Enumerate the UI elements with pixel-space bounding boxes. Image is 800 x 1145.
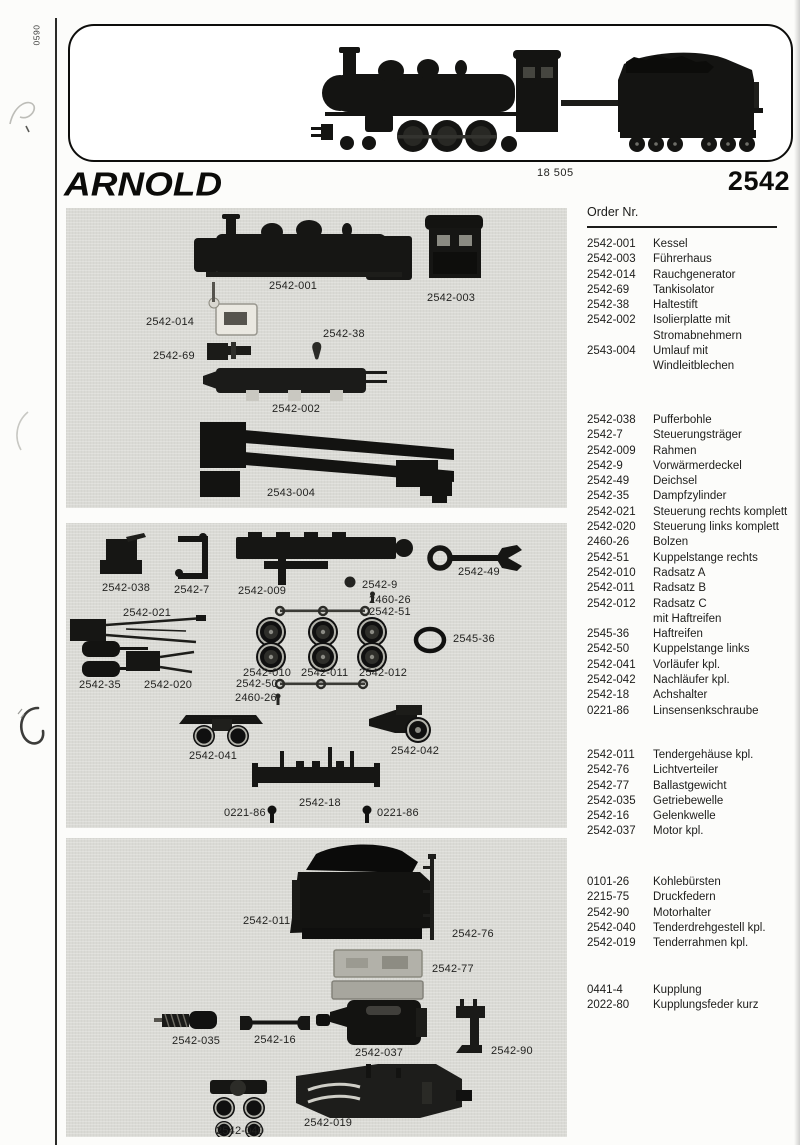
part-label: 2542-011 [301,667,349,679]
order-row [587,890,792,905]
order-item-number: 2542-002 [587,314,636,327]
part-vorlaeufer [179,715,263,747]
order-item-name: Vorwärmerdeckel [653,459,742,472]
part-label: 2542-035 [172,1035,221,1047]
order-item-name: Führerhaus [653,253,712,266]
part-label: 2542-69 [153,350,195,362]
part-rahmen [236,532,413,585]
order-item-name: Radsatz C mit Haftreifen [653,597,722,625]
order-row [587,809,792,824]
order-item-name: Lichtverteiler [653,764,719,777]
order-row [587,505,792,520]
order-group [587,748,792,840]
order-row [587,237,792,252]
part-label: 2542-90 [491,1045,533,1057]
part-label: 2542-011 [243,915,291,927]
order-item-number: 2542-020 [587,521,636,534]
order-group [587,875,792,951]
order-item-name: Steuerungsträger [653,429,742,442]
diagram-panel-boiler [66,208,567,508]
order-row [587,566,792,581]
part-label: 2542-001 [269,280,318,292]
order-item-name: Motor kpl. [653,825,704,838]
model-number: 2542 [727,166,790,196]
order-item-name: Getriebewelle [653,794,724,807]
order-row [587,489,792,504]
order-row [587,283,792,298]
margin-cut-line [55,18,57,1145]
part-kuppelstange-rechts [276,607,369,615]
order-item-name: Kohlebürsten [653,876,721,888]
part-fuehrerhaus [425,215,483,278]
order-row [587,459,792,474]
part-label: 2542-010 [243,667,292,679]
order-item-name: Bolzen [653,536,689,549]
part-label: 2542-041 [189,750,238,762]
order-item-number: 2542-041 [587,658,636,671]
order-row [587,642,792,657]
order-row [587,344,792,375]
order-row [587,535,792,550]
order-row [587,936,792,951]
part-label: 2542-020 [144,679,193,691]
order-list-divider [587,226,777,228]
order-row [587,428,792,443]
order-item-number: 2542-77 [587,779,630,792]
part-motorhalter [456,999,485,1053]
part-label: 2460-26 [235,692,277,704]
part-label: 2542-040 [216,1125,265,1137]
order-item-number: 2542-021 [587,505,636,518]
part-achshalter [252,747,380,787]
order-item-name: Steuerung rechts komplett [653,505,788,518]
part-gelenkwelle [240,1016,310,1030]
part-label: 2542-003 [427,292,476,304]
order-item-name: Tenderrahmen kpl. [653,937,749,950]
order-row [587,627,792,642]
order-item-name: Kuppelstange rechts [653,551,758,564]
order-item-name: Rauchgenerator [653,268,736,281]
order-row [587,252,792,267]
order-row [587,983,792,998]
order-row [587,268,792,283]
part-label: 2542-49 [458,566,500,578]
order-row [587,748,792,763]
part-tendergehaeuse [290,845,432,939]
order-row [587,581,792,596]
part-label: 2542-51 [369,606,411,618]
part-nachlaeufer [369,705,431,743]
order-item-number: 2542-16 [587,810,630,823]
order-row [587,413,792,428]
order-item-number: 2542-001 [587,238,636,250]
part-haltestift [312,342,321,360]
order-group [587,413,792,719]
brand-logo: ARNOLD [64,165,223,203]
order-row [587,658,792,673]
order-item-name: Kessel [653,238,688,250]
order-item-number: 2542-49 [587,475,630,488]
part-radsatz-b [308,617,338,672]
part-label: 2460-26 [369,594,411,606]
part-linsensenkschraube-left [268,806,277,824]
order-item-name: Radsatz B [653,582,707,595]
order-group [587,237,792,375]
order-row [587,921,792,936]
part-haftreifen [416,629,444,651]
margin-scribble-ring [12,700,48,754]
part-label: 2542-35 [79,679,121,691]
order-item-number: 0101-26 [587,876,630,888]
part-label: 0221-86 [224,807,266,819]
order-item-number: 2542-003 [587,253,636,266]
order-item-name: Rahmen [653,444,697,457]
order-item-number: 2542-35 [587,490,630,503]
part-tenderrahmen [296,1064,472,1118]
part-steuerungstraeger [175,533,207,577]
margin-scribble-top [6,92,40,136]
order-item-number: 2545-36 [587,628,630,641]
order-row [587,906,792,921]
order-row [587,998,792,1013]
part-isolierplatte [203,368,387,401]
scan-edge-shadow [794,0,800,1145]
order-item-number: 2542-9 [587,459,623,472]
part-label: 2542-009 [238,585,287,597]
part-tankisolator [207,342,251,360]
order-row [587,298,792,313]
order-item-name: Steuerung links komplett [653,521,779,534]
order-item-number: 2542-18 [587,689,630,702]
order-item-number: 0441-4 [587,984,623,996]
order-row [587,779,792,794]
part-label: 2542-014 [146,316,195,328]
part-umlauf [200,422,454,503]
order-item-name: Kuppelstange links [653,643,750,656]
order-item-number: 2215-75 [587,891,630,904]
part-getriebewelle [154,1011,217,1029]
order-row [587,704,792,719]
order-item-number: 2542-042 [587,674,636,687]
order-item-number: 2460-26 [587,536,630,549]
order-item-name: Kupplung [653,984,702,996]
order-item-number: 2542-50 [587,643,630,656]
order-row [587,520,792,535]
order-row [587,313,792,344]
part-label: 2542-38 [323,328,365,340]
order-row [587,875,792,890]
order-row [587,597,792,628]
panel1-parts-drawing [66,208,567,508]
order-item-number: 2542-76 [587,764,630,777]
order-item-number: 2542-011 [587,749,635,761]
order-item-name: Druckfedern [653,891,716,904]
edge-code: 0590 [31,24,42,46]
part-pufferbohle [100,533,146,574]
part-label: 2543-004 [267,487,316,499]
part-label: 2542-037 [355,1047,404,1059]
part-label: 0221-86 [377,807,419,819]
order-item-number: 2542-035 [587,794,636,807]
order-item-name: Kupplungsfeder kurz [653,999,759,1012]
order-item-number: 2542-019 [587,937,636,950]
part-rauchgenerator [209,282,257,335]
part-motor [316,1000,427,1045]
part-label: 2542-038 [102,582,151,594]
order-row [587,688,792,703]
order-row [587,763,792,778]
part-label: 2542-50 [236,678,278,690]
order-item-name: Gelenkwelle [653,810,716,823]
order-item-number: 0221-86 [587,704,630,717]
order-item-name: Linsensenkschraube [653,704,759,717]
order-item-name: Achshalter [653,689,708,702]
order-list [587,0,792,1145]
part-label: 2542-18 [299,797,341,809]
order-item-name: Tankisolator [653,283,715,296]
diagram-panel-tender [66,838,567,1137]
order-row [587,673,792,688]
order-item-name: Isolierplatte mit Stromabnehmern [653,314,742,342]
order-item-number: 2542-038 [587,414,636,426]
order-item-number: 2542-7 [587,429,623,442]
order-list-header: Order Nr. [587,205,639,219]
part-label: 2542-16 [254,1034,296,1046]
order-item-number: 2542-014 [587,268,636,281]
part-ballastgewicht [332,950,423,999]
part-label: 2542-002 [272,403,321,415]
order-group [587,983,792,1014]
order-item-number: 2543-004 [587,345,636,358]
order-item-name: Tenderdrehgestell kpl. [653,921,766,934]
order-row [587,551,792,566]
order-item-number: 2542-009 [587,444,636,457]
order-row [587,444,792,459]
order-item-name: Ballastgewicht [653,779,727,792]
order-item-name: Pufferbohle [653,414,712,426]
order-item-name: Umlauf mit Windleitblechen [653,345,735,373]
part-steuerung-rechts [70,615,206,642]
margin-scribble-middle [8,408,36,454]
order-item-name: Nachläufer kpl. [653,674,730,687]
order-item-number: 2542-51 [587,551,630,564]
order-item-number: 2542-90 [587,906,630,919]
order-item-name: Vorläufer kpl. [653,658,721,671]
order-row [587,794,792,809]
order-item-number: 2542-040 [587,921,636,934]
part-label: 2542-9 [362,579,398,591]
part-radsatz-a [256,617,286,672]
order-item-number: 2542-010 [587,566,636,579]
order-row [587,824,792,839]
part-label: 2542-012 [359,667,408,679]
part-label: 2545-36 [453,633,495,645]
order-item-name: Dampfzylinder [653,490,727,503]
order-item-number: 2542-38 [587,299,630,312]
order-row [587,474,792,489]
part-label: 2542-77 [432,963,474,975]
part-label: 2542-042 [391,745,440,757]
part-label: 2542-019 [304,1117,353,1129]
part-kuppelstange-links [276,680,367,688]
order-item-number: 2022-80 [587,999,630,1012]
part-label: 2542-021 [123,607,172,619]
part-vorwaermerdeckel [345,577,356,588]
diagram-panel-chassis [66,523,567,828]
part-label: 2542-7 [174,584,210,596]
part-kessel [194,214,412,280]
order-item-number: 2542-037 [587,825,636,838]
part-radsatz-c [357,617,387,672]
part-steuerung-links [126,651,194,672]
order-item-name: Deichsel [653,475,698,488]
order-item-name: Tendergehäuse kpl. [653,749,754,761]
order-item-name: Haltestift [653,299,698,312]
panel3-parts-drawing [66,838,567,1137]
order-item-name: Haftreifen [653,628,703,641]
order-item-number: 2542-012 [587,597,636,610]
order-item-number: 2542-69 [587,283,630,296]
order-item-name: Radsatz A [653,566,706,579]
part-linsensenkschraube-right [363,806,372,824]
order-item-number: 2542-011 [587,582,635,595]
part-label: 2542-76 [452,928,494,940]
photo-caption: 18 505 [537,167,574,179]
order-item-name: Motorhalter [653,906,712,919]
